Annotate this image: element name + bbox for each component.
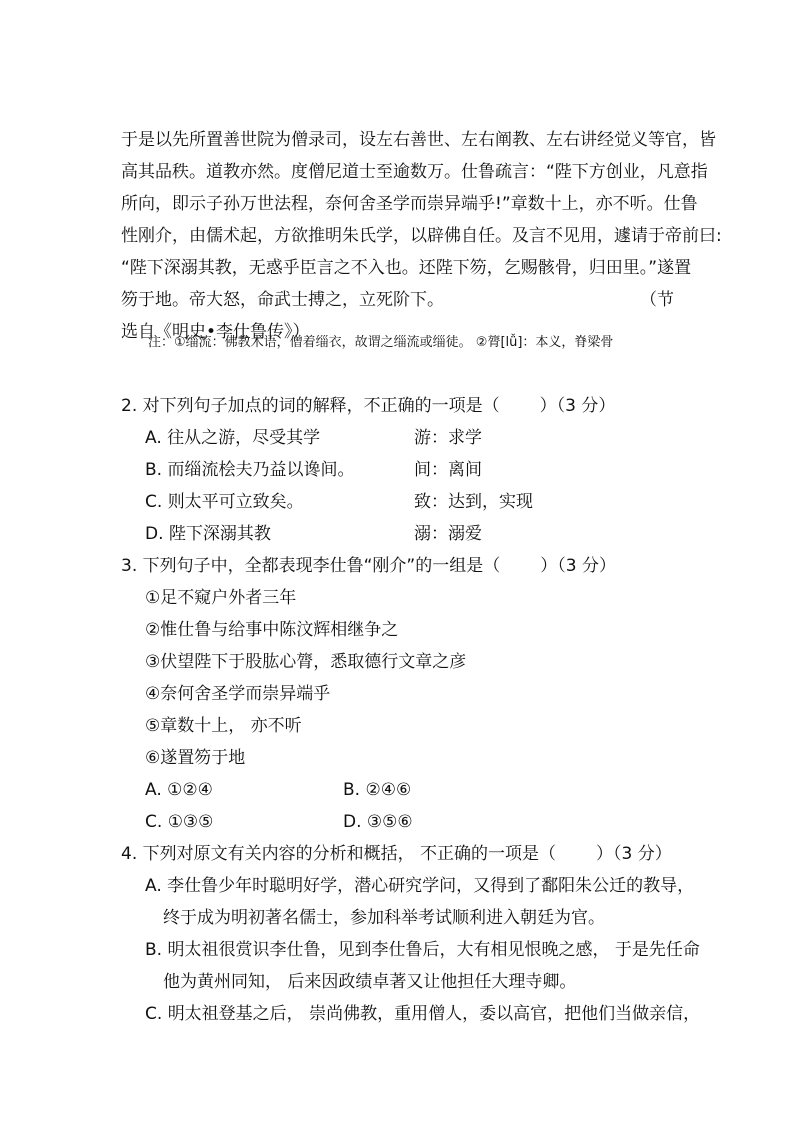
question-3-stem bbox=[121, 554, 616, 578]
q4-option-c bbox=[145, 1002, 700, 1026]
option-label: C. bbox=[145, 1004, 163, 1024]
source-citation-part2: 选自《明史•李仕鲁传》） bbox=[121, 322, 310, 342]
q3-choice-b bbox=[343, 778, 411, 802]
q3-choice-a bbox=[145, 778, 213, 802]
q4-option-b bbox=[145, 938, 700, 962]
question-score: ）（3 分） bbox=[596, 844, 672, 864]
option-label: A. bbox=[145, 428, 162, 448]
q4-option-b-continued: 他为黄州同知， 后来因政绩卓著又让他担任大理寺卿。 bbox=[163, 972, 577, 992]
passage-line: 笏于地。帝大怒，命武士搏之，立死阶下。 bbox=[121, 290, 444, 310]
footnote: 注：①缁流：佛教术语，僧着缁衣，故谓之缁流或缁徒。 ②膂[lǚ]：本义，脊梁骨 bbox=[148, 335, 614, 350]
q3-item: ⑥遂置笏于地 bbox=[145, 748, 246, 768]
question-score: ）（3 分） bbox=[540, 556, 616, 576]
q3-item: ⑤章数十上， 亦不听 bbox=[145, 716, 302, 736]
option-label: C. bbox=[145, 492, 163, 512]
question-stem-text: 2. 对下列句子加点的词的解释，不正确的一项是（ bbox=[121, 396, 500, 416]
option-label: B. bbox=[145, 940, 163, 960]
option-text: ②④⑥ bbox=[365, 780, 412, 800]
q2-option-a-gloss: 游：求学 bbox=[414, 428, 482, 448]
option-text: 则太平可立致矣。 bbox=[167, 492, 304, 512]
q3-choice-d bbox=[343, 810, 413, 834]
question-2-stem bbox=[121, 394, 615, 418]
q3-item: ②惟仕鲁与给事中陈汶辉相继争之 bbox=[145, 620, 399, 640]
option-text: 李仕鲁少年时聪明好学，潜心研究学问，又得到了鄱阳朱公迁的教导， bbox=[167, 876, 695, 896]
option-label: C. bbox=[145, 812, 163, 832]
question-4-stem bbox=[121, 842, 672, 866]
option-label: D. bbox=[145, 524, 164, 544]
q2-option-d-gloss: 溺：溺爱 bbox=[414, 524, 482, 544]
option-label: A. bbox=[145, 780, 162, 800]
option-text: 陛下深溺其教 bbox=[168, 524, 271, 544]
option-label: B. bbox=[343, 780, 361, 800]
q2-option-b bbox=[145, 458, 354, 482]
passage-line: 性刚介，由儒术起，方欲推明朱氏学，以辟佛自任。及言不见用，遽请于帝前曰: bbox=[121, 226, 722, 246]
q4-option-a bbox=[145, 874, 694, 898]
q2-option-d bbox=[145, 522, 271, 546]
q4-option-a-continued: 终于成为明初著名儒士，参加科举考试顺利进入朝廷为官。 bbox=[163, 908, 605, 928]
passage-line: 所向，即示子孙万世法程，奈何舍圣学而崇异端乎!”章数十上，亦不听。仕鲁 bbox=[121, 194, 698, 214]
question-stem-text: 4. 下列对原文有关内容的分析和概括， 不正确的一项是（ bbox=[121, 844, 557, 864]
q3-item: ④奈何舍圣学而崇异端乎 bbox=[145, 684, 331, 704]
passage-line: “陛下深溺其教，无惑乎臣言之不入也。还陛下笏，乞赐骸骨，归田里。”遂置 bbox=[121, 258, 692, 278]
q3-item: ①足不窥户外者三年 bbox=[145, 588, 297, 608]
option-text: 往从之游，尽受其学 bbox=[167, 428, 321, 448]
q2-option-a bbox=[145, 426, 320, 450]
q2-option-c-gloss: 致：达到，实现 bbox=[414, 492, 533, 512]
option-text: ①②④ bbox=[167, 780, 213, 800]
passage-line: 高其品秩。道教亦然。度僧尼道士至逾数万。仕鲁疏言：“陛下方创业，凡意指 bbox=[121, 162, 708, 182]
q3-item: ③伏望陛下于股肱心膂，悉取德行文章之彦 bbox=[145, 652, 467, 672]
option-text: 明太祖登基之后， 崇尚佛教，重用僧人，委以高官，把他们当做亲信， bbox=[167, 1004, 701, 1024]
option-label: D. bbox=[343, 812, 362, 832]
option-text: 明太祖很赏识李仕鲁，见到李仕鲁后，大有相见恨晚之感， 于是先任命 bbox=[167, 940, 700, 960]
q3-choice-c bbox=[145, 810, 213, 834]
option-label: A. bbox=[145, 876, 162, 896]
option-text: ③⑤⑥ bbox=[366, 812, 413, 832]
q2-option-c bbox=[145, 490, 304, 514]
option-text: ①③⑤ bbox=[167, 812, 214, 832]
option-label: B. bbox=[145, 460, 163, 480]
source-citation-part1: （节 bbox=[640, 290, 674, 310]
question-score: ）（3 分） bbox=[539, 396, 616, 416]
option-text: 而缁流桧夫乃益以谗间。 bbox=[167, 460, 355, 480]
question-stem-text: 3. 下列句子中，全都表现李仕鲁“刚介”的一组是（ bbox=[121, 556, 501, 576]
passage-line: 于是以先所置善世院为僧录司，设左右善世、左右阐教、左右讲经觉义等官，皆 bbox=[121, 130, 716, 150]
q2-option-b-gloss: 间：离间 bbox=[414, 460, 482, 480]
